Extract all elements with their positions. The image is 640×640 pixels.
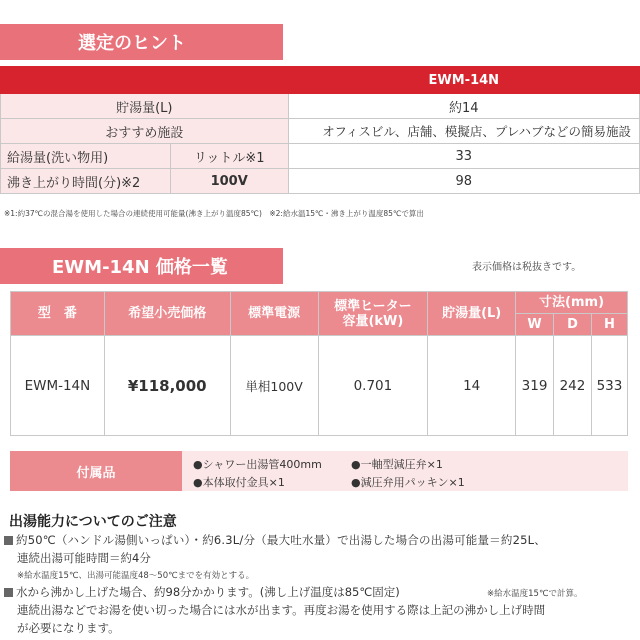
- spec-footnote: ※1:約37℃の混合湯を使用した場合の連続使用可能量(沸き上がり温度85℃) ※2:給水温15℃・沸き上がり温度85℃で算出: [4, 209, 424, 218]
- price-head-price: 希望小売価格: [104, 292, 230, 336]
- accessory-item-0: ●シャワー出湯管400mm: [193, 458, 322, 471]
- spec-row-supply: [1, 144, 640, 169]
- square-bullet-icon: [4, 588, 13, 597]
- price-cell-model: EWM-14N: [11, 336, 105, 436]
- price-head-dims: 寸法(mm): [516, 292, 628, 314]
- price-head-heater-l2: 容量(kW): [342, 313, 404, 329]
- spec-value-facility: オフィスビル、店舗、模擬店、プレハブなどの簡易施設: [288, 119, 639, 144]
- accessories-label: 付属品: [10, 451, 182, 491]
- hint-section-title: 選定のヒント: [0, 24, 283, 60]
- spec-value-storage: 約14: [288, 94, 639, 119]
- price-head-heater-l1: 標準ヒーター: [334, 298, 412, 314]
- spec-sublabel-supply: リットル※1: [170, 144, 288, 169]
- accessory-item-1: ●一軸型減圧弁×1: [351, 458, 443, 471]
- caution-p2-note: ※給水温度15℃で計算。: [487, 589, 583, 599]
- price-cell-h: 533: [591, 336, 627, 436]
- spec-model: EWM-14N: [288, 67, 639, 94]
- caution-p2-line2: 連続出湯などでお湯を使い切った場合には水が出ます。再度お湯を使用する際は上記の沸かし上げ時間: [17, 603, 546, 617]
- caution-p1-line2: 連続出湯可能時間＝約4分: [17, 551, 151, 565]
- price-cell-price: ¥118,000: [104, 336, 230, 436]
- caution-p1-note: ※給水温度15℃、出湯可能温度48～50℃までを有効とする。: [17, 571, 255, 581]
- spec-row-boil: [1, 169, 640, 194]
- spec-value-supply: 33: [288, 144, 639, 169]
- price-section-title: EWM-14N 価格一覧: [0, 248, 283, 284]
- spec-label-boil: 沸き上がり時間(分)※2: [1, 169, 171, 194]
- price-cell-power: 単相100V: [230, 336, 318, 436]
- spec-header-blank: [1, 67, 289, 94]
- caution-title: 出湯能力についてのご注意: [9, 514, 177, 530]
- spec-label-facility: おすすめ施設: [1, 119, 289, 144]
- price-cell-d: 242: [554, 336, 592, 436]
- spec-sublabel-boil: 100V: [170, 169, 288, 194]
- price-head-power: 標準電源: [230, 292, 318, 336]
- spec-label-supply: 給湯量(洗い物用): [1, 144, 171, 169]
- price-table: [10, 291, 628, 436]
- price-header-row-1: [11, 292, 628, 314]
- price-head-storage: 貯湯量(L): [428, 292, 516, 336]
- caution-p2-line1: 水から沸かし上げた場合、約98分かかります。(沸し上げ温度は85℃固定): [4, 584, 400, 600]
- square-bullet-icon: [4, 536, 13, 545]
- price-head-d: D: [554, 314, 592, 336]
- price-cell-w: 319: [516, 336, 554, 436]
- price-cell-heater: 0.701: [318, 336, 428, 436]
- accessory-item-3: ●減圧弁用パッキン×1: [351, 476, 465, 489]
- price-head-model: 型 番: [11, 292, 105, 336]
- tax-note: 表示価格は税抜きです。: [472, 262, 582, 273]
- hint-spec-table: [0, 66, 640, 194]
- price-data-row: [11, 336, 628, 436]
- price-head-w: W: [516, 314, 554, 336]
- accessory-item-2: ●本体取付金具×1: [193, 476, 285, 489]
- price-head-heater: [318, 292, 428, 336]
- price-cell-storage: 14: [428, 336, 516, 436]
- caution-p2-line3: が必要になります。: [17, 621, 120, 635]
- spec-row-facility: [1, 119, 640, 144]
- spec-header-row: [1, 67, 640, 94]
- price-head-h: H: [591, 314, 627, 336]
- spec-label-storage: 貯湯量(L): [1, 94, 289, 119]
- spec-row-storage: [1, 94, 640, 119]
- caution-p1-line1: 約50℃（ハンドル湯側いっぱい）・約6.3L/分（最大吐水量）で出湯した場合の出湯可能量＝約25L、: [4, 532, 546, 548]
- spec-value-boil: 98: [288, 169, 639, 194]
